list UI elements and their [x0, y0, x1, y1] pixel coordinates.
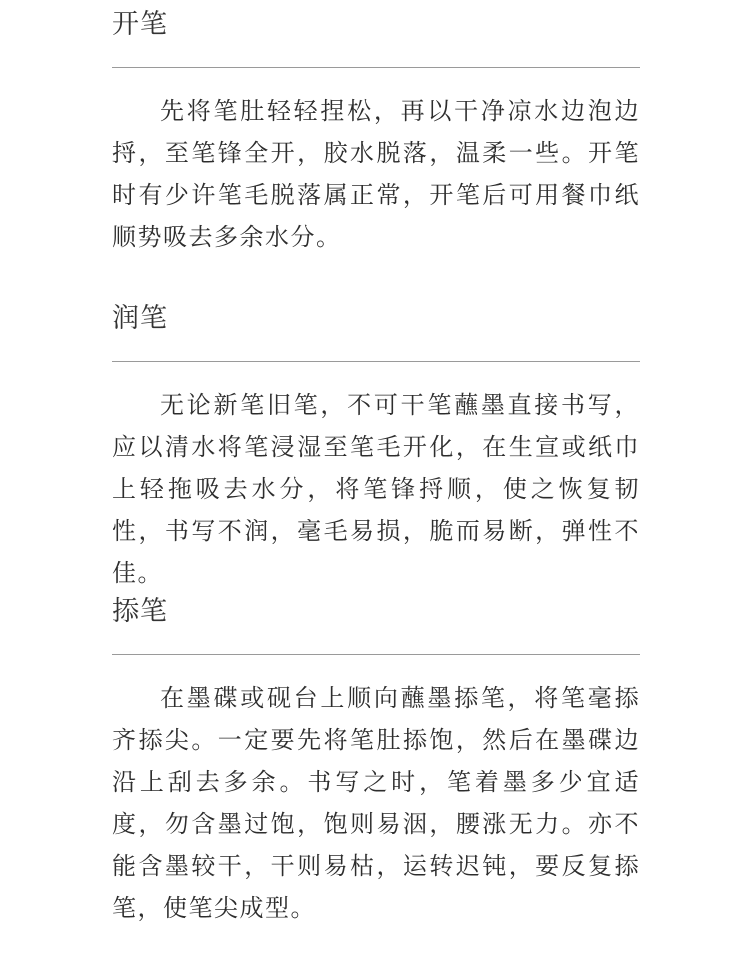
section-paragraph: 先将笔肚轻轻捏松，再以干净凉水边泡边捋，至笔锋全开，胶水脱落，温柔一些。开笔时有少许笔毛脱落属正常，开笔后可用餐巾纸顺势吸去多余水分。 — [112, 97, 640, 251]
section-divider — [112, 67, 640, 68]
section-paragraph: 在墨碟或砚台上顺向蘸墨掭笔，将笔毫掭齐掭尖。一定要先将笔肚掭饱，然后在墨碟边沿上刮去多余。书写之时，笔着墨多少宜适度，勿含墨过饱，饱则易洇，腰涨无力。亦不能含墨较干，干则易枯，运转迟钝，要反复掭笔，使笔尖成型。 — [112, 684, 640, 922]
section-title: 润笔 — [112, 303, 168, 334]
section-tianbi — [112, 590, 640, 929]
section-title: 开笔 — [112, 9, 168, 40]
section-divider — [112, 361, 640, 362]
section-paragraph: 无论新笔旧笔，不可干笔蘸墨直接书写，应以清水将笔浸湿至笔毛开化，在生宣或纸巾上轻拖吸去水分，将笔锋捋顺，使之恢复韧性，书写不润，毫毛易损，脆而易断，弹性不佳。 — [112, 391, 640, 587]
section-kaibi — [112, 3, 640, 258]
section-title: 掭笔 — [112, 596, 168, 627]
section-divider — [112, 654, 640, 655]
section-runbi — [112, 297, 640, 594]
